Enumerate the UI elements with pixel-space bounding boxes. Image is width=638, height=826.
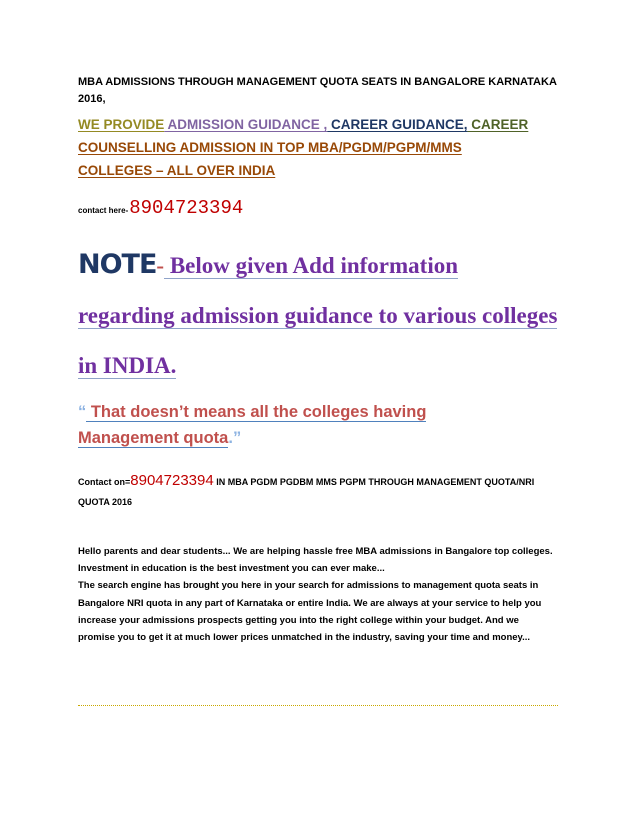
services-part-6: COLLEGES – ALL OVER INDIA <box>78 163 276 178</box>
services-part-1: WE PROVIDE <box>78 117 165 132</box>
services-part-2: ADMISSION GUIDANCE , <box>164 117 328 132</box>
body-paragraph-1: Hello parents and dear students... We are helping hassle free MBA admissions in Bangalore top colleges. <box>78 546 553 557</box>
heading-line-2: 2016, <box>78 93 106 105</box>
contact-phone-number: 8904723394 <box>129 197 244 219</box>
quote-text: That doesn’t means all the colleges having Management quota <box>78 403 427 447</box>
note-text: Below given Add information regarding admission guidance to various colleges in INDIA. <box>78 253 558 378</box>
quote-open-mark: “ <box>78 403 87 421</box>
services-part-5: COUNSELLING ADMISSION IN TOP MBA/PGDM/PGPM/MMS <box>78 140 462 155</box>
services-part-4: CAREER <box>467 117 529 132</box>
heading-line-1: MBA ADMISSIONS THROUGH MANAGEMENT QUOTA SEATS IN BANGALORE KARNATAKA <box>78 76 557 88</box>
contact-line <box>78 197 243 219</box>
note-keyword: NOTE <box>78 249 157 280</box>
dotted-divider <box>78 705 558 706</box>
services-part-3: CAREER GUIDANCE, <box>327 117 468 132</box>
contact-on-details: IN MBA PGDM PGDBM MMS PGPM THROUGH MANAGEMENT QUOTA/NRI QUOTA 2016 <box>78 477 535 507</box>
contact-on-phone-number: 8904723394 <box>130 472 214 489</box>
document-heading <box>78 74 558 108</box>
contact-on-line <box>78 471 568 512</box>
services-statement <box>78 113 558 182</box>
body-paragraph-3: The search engine has brought you here in your search for admissions to management quota seats in Bangalore NRI quota in any part of Karnataka or entire India. We are always at your service to help you increase your admissions prospects getting you into the right college within your budget. And we promise you to get it at much lower prices unmatched in the industry, saving your time and money... <box>78 580 542 644</box>
contact-on-label: Contact on= <box>78 477 131 487</box>
quote-close-mark: .” <box>228 429 242 447</box>
body-paragraph-2: Investment in education is the best investment you can ever make... <box>78 563 385 575</box>
contact-label: contact here- <box>78 206 129 215</box>
body-text <box>78 543 558 646</box>
note-block <box>78 240 558 391</box>
note-dash: - <box>156 253 165 278</box>
quote-block <box>78 399 518 451</box>
